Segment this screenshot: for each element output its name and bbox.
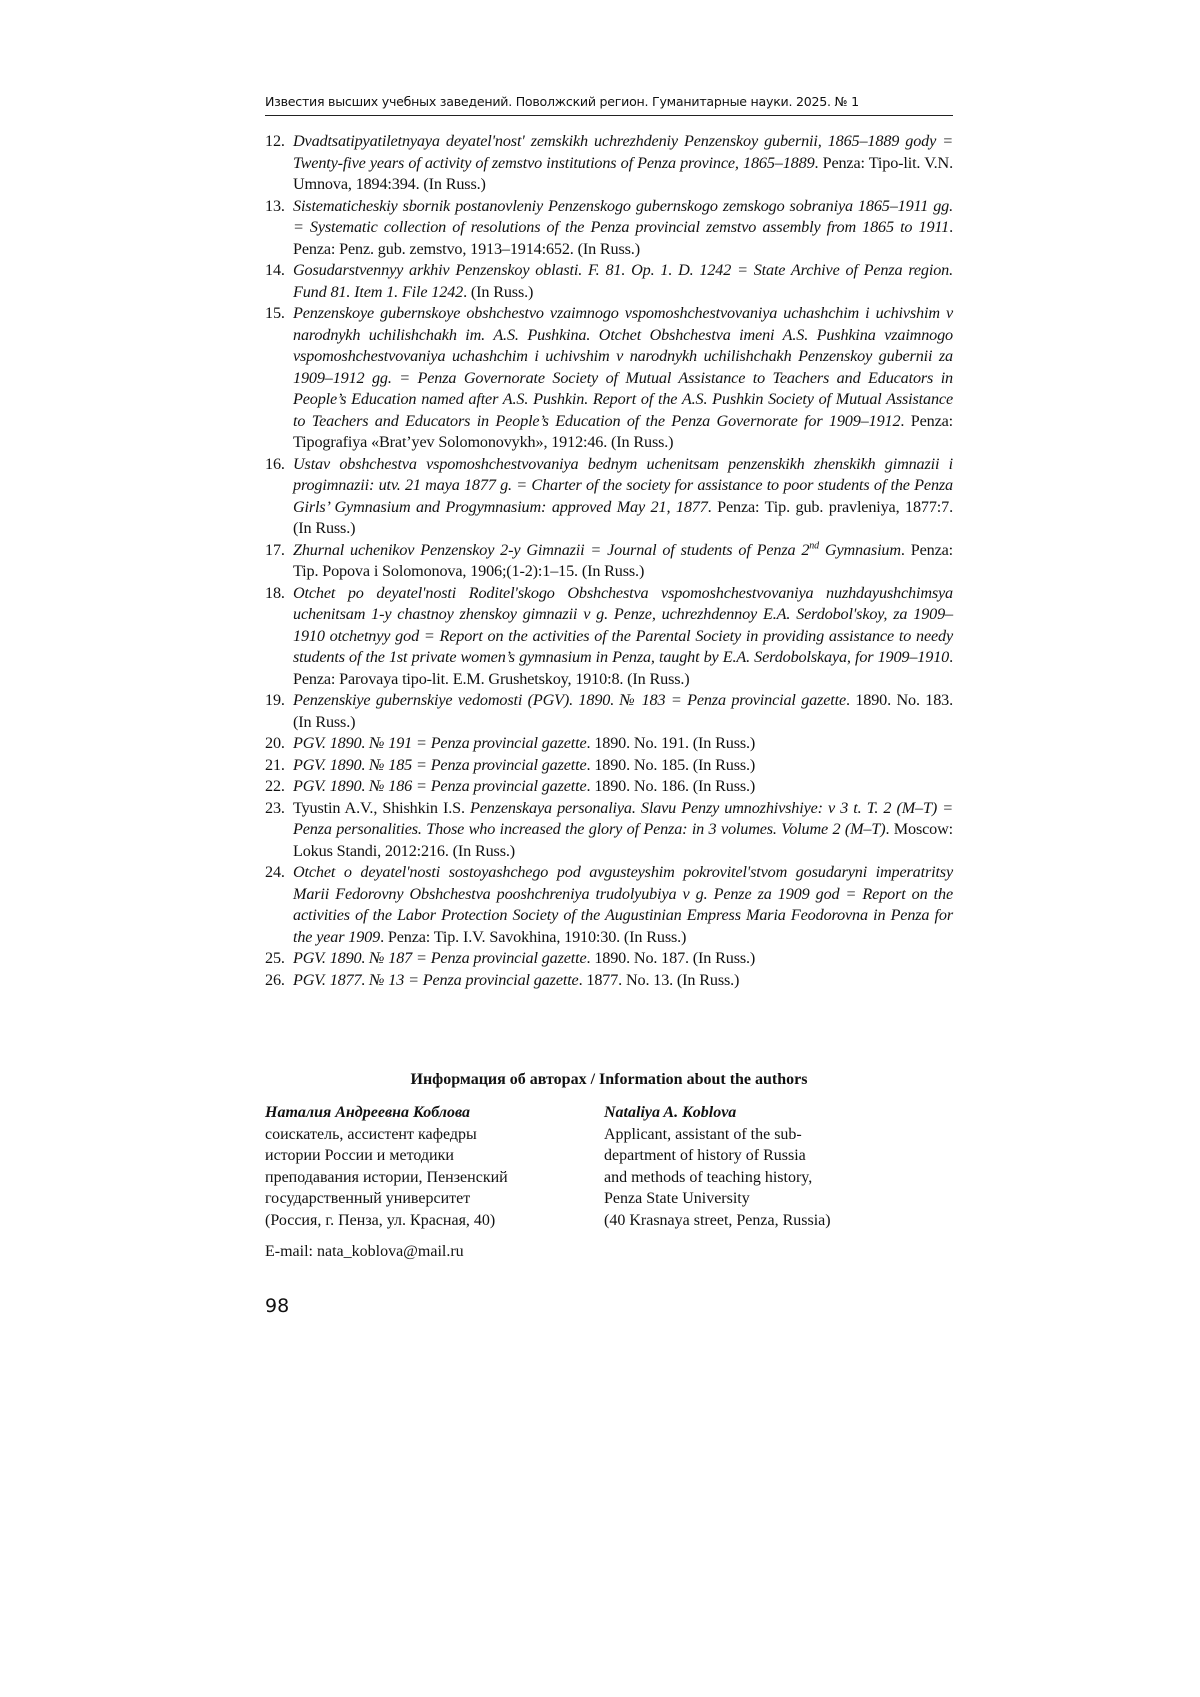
reference-text: [293, 776, 953, 798]
reference-item: [265, 776, 953, 798]
author-name-en: Nataliya A. Koblova: [604, 1104, 737, 1121]
reference-number: 21.: [265, 755, 285, 774]
reference-text: [293, 260, 953, 303]
author-line: истории России и методики: [265, 1147, 454, 1164]
reference-item: [265, 970, 953, 992]
author-info-ru: [265, 1102, 565, 1231]
author-line: государственный университет: [265, 1190, 471, 1207]
reference-title: Otchet po deyatel'nosti Roditel'skogo Obshchestva vspomoshchestvovaniya nuzhdayushchimsya uchenitsam 1-y chastnoy zhenskoy gimnazii v g. Penze, uchrezhdennoy E.A. Serdobol'skoy, za 1909–1910 otchetnyy god = Report on the activities of the Parental Society in providing assistance to needy students of the 1st private women’s gymnasium in Penza, taught by E.A. Serdobolskaya, for 1909–1910: [293, 583, 953, 666]
reference-title: Gymnasium: [819, 540, 901, 559]
superscript: nd: [809, 540, 819, 552]
reference-number: 22.: [265, 777, 285, 795]
reference-details: . 1890. No. 183. (In Russ.): [293, 691, 953, 731]
reference-number: 13.: [265, 196, 285, 215]
reference-number: 23.: [265, 798, 285, 817]
page-number: 98: [265, 1295, 290, 1317]
reference-number: 12.: [265, 132, 285, 150]
running-header: Известия высших учебных заведений. Поволжский регион. Гуманитарные науки. 2025. № 1: [265, 94, 953, 116]
reference-details: . Penza: Tipografiya «Brat’yev Solomonovykh», 1912:46. (In Russ.): [293, 411, 953, 451]
author-line: Applicant, assistant of the sub-: [604, 1125, 802, 1143]
reference-details: . Penza: Tip. I.V. Savokhina, 1910:30. (In Russ.): [380, 927, 687, 946]
reference-title: Penzenskoye gubernskoye obshchestvo vzaimnogo vspomoshchestvovaniya uchashchim i uchivshim v narodnykh uchilishchakh im. A.S. Pushkina. Otchet Obshchestva imeni A.S. Pushkina vzaimnogo vspomoshchestvovaniya uchashchim i uchivshim v narodnykh uchilishchakh Penzenskoy gubernii za 1909–1912 gg. = Penza Governorate Society of Mutual Assistance to Teachers and Educators in People’s Education named after A.S. Pushkin. Report of the A.S. Pushkin Society of Mutual Assistance to Teachers and Educators in People’s Education of the Penza Governorate for 1909–1912: [293, 304, 953, 430]
reference-number: 16.: [265, 454, 285, 473]
reference-title: PGV. 1890. № 185 = Penza provincial gazette: [293, 755, 587, 774]
reference-details: Tyustin A.V., Shishkin I.S.: [293, 798, 470, 817]
reference-title: Penzenskaya personaliya. Slavu Penzy umnozhivshiye: v 3 t. T. 2 (M–T) = Penza personalities. Those who increased the glory of Penza: in 3 volumes. Volume 2 (M–T): [293, 798, 953, 838]
reference-details: . Penza: Parovaya tipo-lit. E.M. Grushetskoy, 1910:8. (In Russ.): [293, 648, 953, 688]
reference-title: PGV. 1877. № 13 = Penza provincial gazette: [293, 970, 579, 989]
reference-item: [265, 862, 953, 948]
authors-info-heading: Информация об авторах / Information about the authors: [410, 1071, 808, 1088]
author-line: (40 Krasnaya street, Penza, Russia): [604, 1211, 831, 1229]
reference-details: . Moscow: Lokus Standi, 2012:216. (In Russ.): [293, 820, 953, 860]
reference-item: [265, 948, 953, 970]
reference-title: Dvadtsatipyatiletnyaya deyatel'nost' zemskikh uchrezhdeniy Penzenskoy gubernii, 1865–1889 gody = Twenty-five years of activity of zemstvo institutions of Penza province, 1865–1889: [293, 132, 953, 172]
reference-title: PGV. 1890. № 187 = Penza provincial gazette: [293, 949, 587, 967]
reference-number: 18.: [265, 583, 285, 602]
author-line: Penza State University: [604, 1190, 750, 1207]
reference-item: [265, 755, 953, 777]
reference-item: [265, 733, 953, 755]
reference-details: . 1877. No. 13. (In Russ.): [578, 970, 740, 989]
reference-title: Otchet o deyatel'nosti sostoyashchego pod avgusteyshim pokrovitel'stvom gosudaryni imperatritsy Marii Fedorovny Obshchestva pooshchreniya trudolyubiya v g. Penze za 1909 god = Report on the activities of the Labor Protection Society of the Augustinian Empress Maria Feodorovna in Penza for the year 1909: [293, 863, 953, 946]
reference-item: [265, 690, 953, 733]
reference-text: [293, 303, 953, 454]
reference-item: [265, 260, 953, 303]
author-email: E-mail: nata_koblova@mail.ru: [265, 1243, 464, 1260]
reference-title: Ustav obshchestva vspomoshchestvovaniya bednym uchenitsam penzenskikh zhenskikh gimnazii i progimnazii: utv. 21 maya 1877 g. = Charter of the society for assistance to poor students of the Penza Girls’ Gymnasium and Progymnasium: approved May 21, 1877: [293, 454, 953, 516]
reference-item: [265, 583, 953, 691]
reference-details: . 1890. No. 187. (In Russ.): [586, 949, 756, 967]
reference-item: [265, 131, 953, 196]
reference-text: [293, 733, 953, 755]
author-line: (Россия, г. Пенза, ул. Красная, 40): [265, 1211, 496, 1229]
author-info-en: [604, 1102, 924, 1231]
reference-item: [265, 798, 953, 863]
reference-text: [293, 540, 953, 583]
reference-text: [293, 970, 953, 992]
author-name-ru: Наталия Андреевна Коблова: [265, 1104, 471, 1121]
reference-details: . 1890. No. 185. (In Russ.): [586, 755, 756, 774]
reference-list: [265, 131, 953, 991]
reference-number: 14.: [265, 261, 285, 279]
reference-item: [265, 540, 953, 583]
author-line: department of history of Russia: [604, 1147, 806, 1164]
reference-text: [293, 798, 953, 863]
reference-title: PGV. 1890. № 191 = Penza provincial gazette: [293, 734, 587, 752]
reference-details: . Penza: Penz. gub. zemstvo, 1913–1914:652. (In Russ.): [293, 218, 953, 258]
reference-details: . Penza: Tip. Popova i Solomonova, 1906;(1-2):1–15. (In Russ.): [293, 540, 953, 580]
reference-text: [293, 948, 953, 970]
reference-number: 26.: [265, 970, 285, 989]
author-line: преподавания истории, Пензенский: [265, 1168, 508, 1186]
reference-item: [265, 454, 953, 540]
reference-text: [293, 690, 953, 733]
reference-text: [293, 196, 953, 261]
reference-title: PGV. 1890. № 186 = Penza provincial gazette: [293, 777, 587, 795]
reference-number: 17.: [265, 540, 285, 559]
reference-number: 20.: [265, 734, 285, 752]
reference-text: [293, 755, 953, 777]
author-line: and methods of teaching history,: [604, 1168, 813, 1186]
reference-text: [293, 454, 953, 540]
reference-number: 15.: [265, 304, 285, 322]
reference-title: Penzenskiye gubernskiye vedomosti (PGV). 1890. № 183 = Penza provincial gazette: [293, 691, 847, 709]
reference-item: [265, 303, 953, 454]
reference-details: . Penza: Tipo-lit. V.N. Umnova, 1894:394. (In Russ.): [293, 153, 953, 193]
reference-details: . (In Russ.): [463, 282, 534, 301]
reference-title: Gosudarstvennyy arkhiv Penzenskoy oblasti. F. 81. Op. 1. D. 1242 = State Archive of Penza region. Fund 81. Item 1. File 1242: [293, 261, 953, 301]
reference-details: . 1890. No. 186. (In Russ.): [586, 777, 756, 795]
reference-number: 24.: [265, 863, 285, 881]
reference-number: 19.: [265, 691, 285, 709]
reference-text: [293, 131, 953, 196]
reference-details: . 1890. No. 191. (In Russ.): [586, 734, 756, 752]
reference-item: [265, 196, 953, 261]
author-line: соискатель, ассистент кафедры: [265, 1125, 477, 1143]
reference-title: Zhurnal uchenikov Penzenskoy 2-y Gimnazii = Journal of students of Penza 2: [293, 540, 810, 559]
reference-title: Sistematicheskiy sbornik postanovleniy Penzenskogo gubernskogo zemskogo sobraniya 1865–1911 gg. = Systematic collection of resolutions of the Penza provincial zemstvo assembly from 1865 to 1911: [293, 196, 953, 236]
reference-text: [293, 862, 953, 948]
reference-number: 25.: [265, 949, 285, 967]
reference-details: . Penza: Tip. gub. pravleniya, 1877:7. (In Russ.): [293, 497, 953, 537]
reference-text: [293, 583, 953, 691]
